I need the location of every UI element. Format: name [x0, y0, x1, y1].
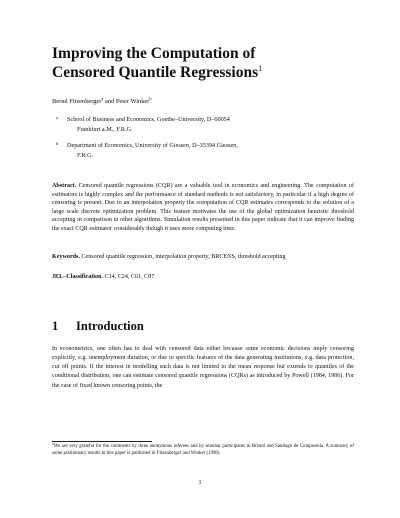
keywords — [52, 253, 354, 262]
section-heading — [52, 319, 144, 334]
abstract-text: Censored quantile regressions (CQR) are a valuable tool in economics and engineering. The computation of estimators is highly complex and the performance of standard methods is not satisfactory, in particular if a high degree of censoring is present. Due to an interpolation property the computation of CQR estimates corresponds to the solution of a large scale discrete optimization problem. This feature motivates the use of the global optimization heuristic threshold accepting in comparison to other algorithms. Simulation results presented in this paper indicate that it can improve finding the exact CQR estimator considerably though it uses more computing time. — [52, 183, 354, 232]
introduction-paragraph: In econometrics, one often has to deal with censored data either because some economic decisions imply censoring explicitly, e.g. unemployment duration, or due to specific features of the data generating institutions, e.g. data protection, cut off points. If the interest in modelling such data is not limited to the mean response but extends to quantiles of the conditional distribution, one can estimate censored quantile regressions (CQRs) as introduced by Powell (1984, 1986). For the case of fixed known censoring points, the — [52, 346, 354, 389]
title-line-1: Improving the Computation of — [52, 45, 256, 62]
jel-codes: C14, C24, C61, C87 — [104, 274, 155, 280]
page-number: 1 — [198, 479, 202, 486]
author-1: Bernd Fitzenberger — [52, 98, 102, 105]
paper-title — [52, 44, 372, 84]
author-2-mark: b — [149, 96, 152, 101]
section-title: Introduction — [76, 319, 144, 333]
footnote-text: We are very grateful for the comments by three anonymous referees and by seminar participants in Bristol and Santiago de Compostela. A summary of some preliminary results in this paper is published in Fitzenberger and Winker (1998). — [52, 444, 354, 457]
affiliation-a-line-2: Frankfurt a.M., F.R.G. — [77, 126, 133, 133]
footnote — [52, 443, 354, 458]
author-line — [52, 98, 152, 105]
jel-label: JEL–Classification. — [52, 274, 103, 280]
affiliation-a — [56, 115, 357, 135]
jel-classification — [52, 274, 354, 280]
affiliation-a-line-1: School of Business and Economics, Goethe–University, D–60054 — [67, 116, 230, 123]
affiliation-b — [56, 141, 357, 161]
keywords-label: Keywords. — [52, 254, 80, 260]
section-number: 1 — [52, 319, 59, 333]
author-2: Peter Winker — [115, 98, 150, 105]
author-connector: and — [105, 98, 115, 105]
affiliation-b-line-2: F.R.G. — [77, 152, 94, 159]
footnote-mark: 1 — [52, 442, 54, 446]
affiliation-b-line-1: Department of Economics, University of Giessen, D–35394 Giessen, — [67, 142, 238, 149]
affiliation-a-mark: a — [56, 115, 58, 120]
affiliation-b-mark: b — [56, 141, 59, 146]
abstract-label: Abstract. — [52, 183, 77, 189]
title-line-2 — [52, 63, 372, 84]
author-1-mark: a — [101, 96, 104, 101]
title-line-2-text: Censored Quantile Regressions — [52, 64, 259, 81]
footnote-rule — [52, 441, 152, 442]
keywords-text: Censored quantile regression, interpolation property, BRCENS, threshold accepting — [81, 254, 286, 260]
abstract — [52, 182, 354, 233]
title-footnote-mark: 1 — [258, 64, 263, 73]
